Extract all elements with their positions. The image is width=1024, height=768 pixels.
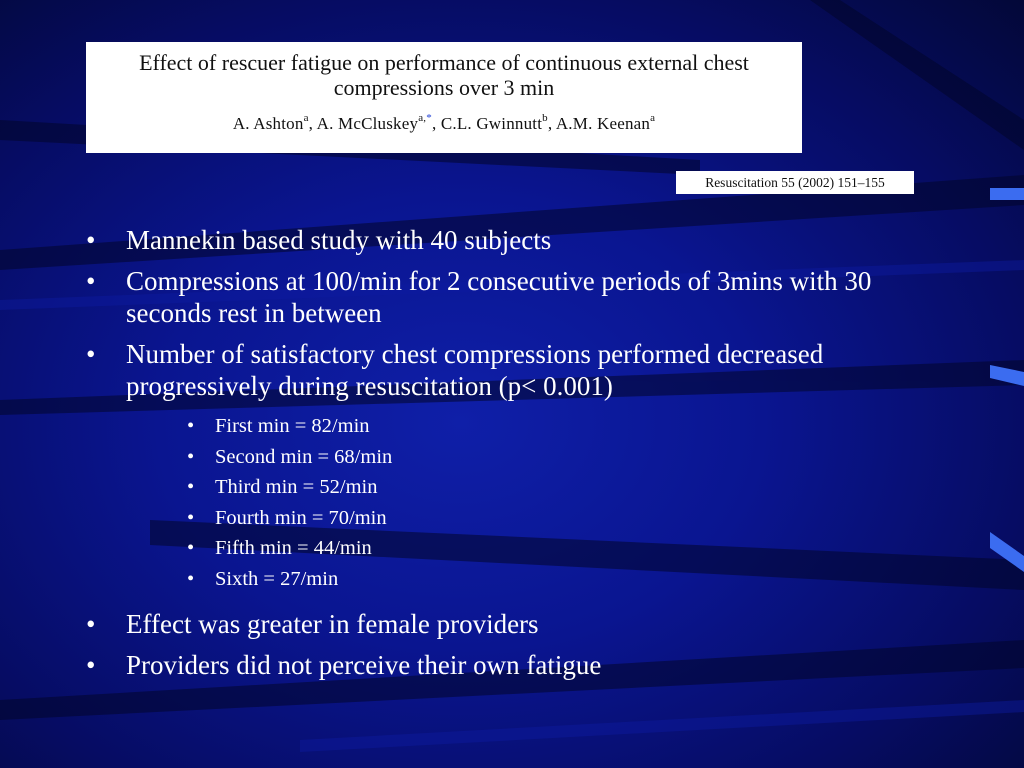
bullet-marker: •: [86, 225, 96, 255]
sub-bullet-text: Third min = 52/min: [215, 476, 378, 499]
sub-bullet-item: [86, 503, 916, 534]
sub-bullet-list: [86, 411, 916, 595]
sub-bullet-text: Sixth = 27/min: [215, 567, 339, 590]
sub-bullet-text: Second min = 68/min: [215, 445, 393, 468]
bullet-marker: •: [86, 608, 96, 639]
corresponding-author-star: *: [426, 112, 432, 124]
author-affiliation: a: [303, 112, 309, 124]
author-name: C.L. Gwinnutt: [440, 114, 543, 133]
sub-bullet-text: Fifth min = 44/min: [215, 537, 372, 560]
author-affiliation: a,*: [418, 112, 432, 124]
sub-bullet-item: [86, 442, 916, 473]
sub-bullet-marker: •: [187, 506, 195, 529]
bullet-text: Providers did not perceive their own fatigue: [126, 649, 602, 680]
bullet-text: Compressions at 100/min for 2 consecutive periods of 3mins with 30 seconds rest in between: [126, 266, 872, 328]
author-name: A. Ashton: [232, 114, 304, 133]
bullet-text: Effect was greater in female providers: [126, 608, 539, 639]
sub-bullet-item: [86, 533, 916, 564]
sub-bullet-marker: •: [187, 415, 195, 437]
sub-bullet-text: First min = 82/min: [215, 415, 370, 437]
bullet-item: [86, 224, 916, 256]
sub-bullet-item: [86, 411, 916, 442]
bullet-item: [86, 265, 916, 329]
author-affiliation: a: [650, 112, 656, 124]
sub-bullet-text: Fourth min = 70/min: [215, 506, 387, 529]
paper-title-line-2: compressions over 3 min: [333, 75, 555, 100]
bullet-marker: •: [86, 339, 96, 369]
sub-bullet-marker: •: [187, 476, 195, 499]
sub-bullet-marker: •: [187, 537, 195, 560]
author-affiliation: b: [542, 112, 548, 124]
bullet-item: [86, 338, 916, 402]
sub-bullet-marker: •: [187, 567, 195, 590]
author-name: A.M. Keenan: [555, 114, 651, 133]
paper-title-card: [86, 42, 802, 153]
edge-accent-1: [990, 188, 1024, 200]
bullet-list: [86, 224, 916, 690]
bullet-marker: •: [86, 649, 96, 680]
author-name: A. McCluskey: [316, 114, 419, 133]
bullet-item: [86, 608, 916, 640]
bullet-text: Mannekin based study with 40 subjects: [126, 225, 552, 255]
journal-citation: Resuscitation 55 (2002) 151–155: [676, 171, 914, 194]
sub-bullet-item: [86, 472, 916, 503]
paper-title-line-1: Effect of rescuer fatigue on performance of continuous external chest: [139, 50, 749, 75]
sub-bullet-item: [86, 564, 916, 595]
sub-bullet-marker: •: [187, 445, 195, 468]
author-list: A. Ashton$^a$, A. McCluskey$^{a,*}$, C.L. Gwinnutt$^b$, A.M. Keenan$^a$: [232, 112, 656, 133]
bullet-item: [86, 649, 916, 681]
bullet-marker: •: [86, 266, 96, 296]
bullet-text: Number of satisfactory chest compressions performed decreased progressively during resuscitation (p< 0.001): [126, 339, 824, 401]
